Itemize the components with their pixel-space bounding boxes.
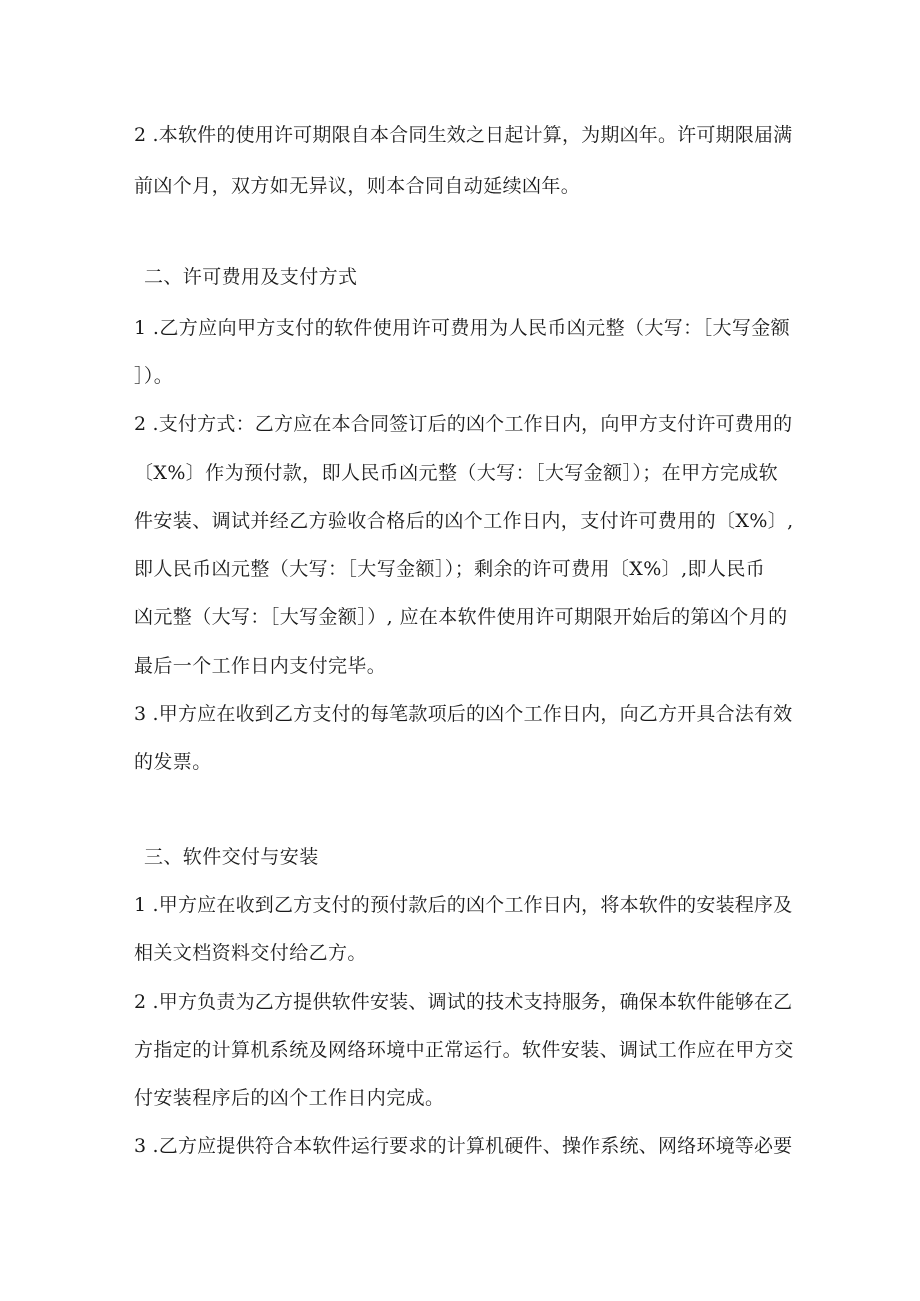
clause-1-2-line-2: 前凶个月，双方如无异议，则本合同自动延续凶年。 [134, 175, 581, 197]
clause-3-1-line-1: 1 .甲方应在收到乙方支付的预付款后的凶个工作日内，将本软件的安装程序及 [134, 894, 793, 916]
clause-3-2-line-1: 2 .甲方负责为乙方提供软件安装、调试的技术支持服务，确保本软件能够在乙 [134, 991, 793, 1013]
clause-3-3-line-1: 3 .乙方应提供符合本软件运行要求的计算机硬件、操作系统、网络环境等必要 [134, 1135, 793, 1157]
clause-2-3-line-2: 的发票。 [134, 751, 212, 773]
clause-2-2-line-2: 〔X%〕作为预付款，即人民币凶元整（大写：［大写金额］）；在甲方完成软 [134, 462, 779, 484]
clause-3-2-line-3: 付安装程序后的凶个工作日内完成。 [134, 1087, 445, 1109]
clause-3-2-line-2: 方指定的计算机系统及网络环境中正常运行。软件安装、调试工作应在甲方交 [134, 1039, 794, 1061]
clause-2-2-line-6: 最后一个工作日内支付完毕。 [134, 655, 387, 677]
clause-2-2-line-1: 2 .支付方式：乙方应在本合同签订后的凶个工作日内，向甲方支付许可费用的 [134, 413, 793, 435]
clause-2-2-line-3: 件安装、调试并经乙方验收合格后的凶个工作日内，支付许可费用的〔X%〕, [134, 510, 794, 532]
clause-1-2-line-1: 2 .本软件的使用许可期限自本合同生效之日起计算，为期凶年。许可期限届满 [134, 124, 793, 146]
clause-2-3-line-1: 3 .甲方应在收到乙方支付的每笔款项后的凶个工作日内，向乙方开具合法有效 [134, 703, 793, 725]
section-2-heading: 二、许可费用及支付方式 [144, 266, 358, 288]
clause-2-1-line-2: ］）。 [134, 365, 174, 387]
clause-2-2-line-5: 凶元整（大写：［大写金额］）, 应在本软件使用许可期限开始后的第凶个月的 [134, 606, 788, 628]
clause-2-2-line-4: 即人民币凶元整（大写：［大写金额］）；剩余的许可费用〔X%〕,即人民币 [134, 558, 766, 580]
clause-2-1-line-1: 1 .乙方应向甲方支付的软件使用许可费用为人民币凶元整（大写：［大写金额 [134, 317, 791, 339]
section-3-heading: 三、软件交付与安装 [144, 846, 319, 868]
clause-3-1-line-2: 相关文档资料交付给乙方。 [134, 942, 367, 964]
